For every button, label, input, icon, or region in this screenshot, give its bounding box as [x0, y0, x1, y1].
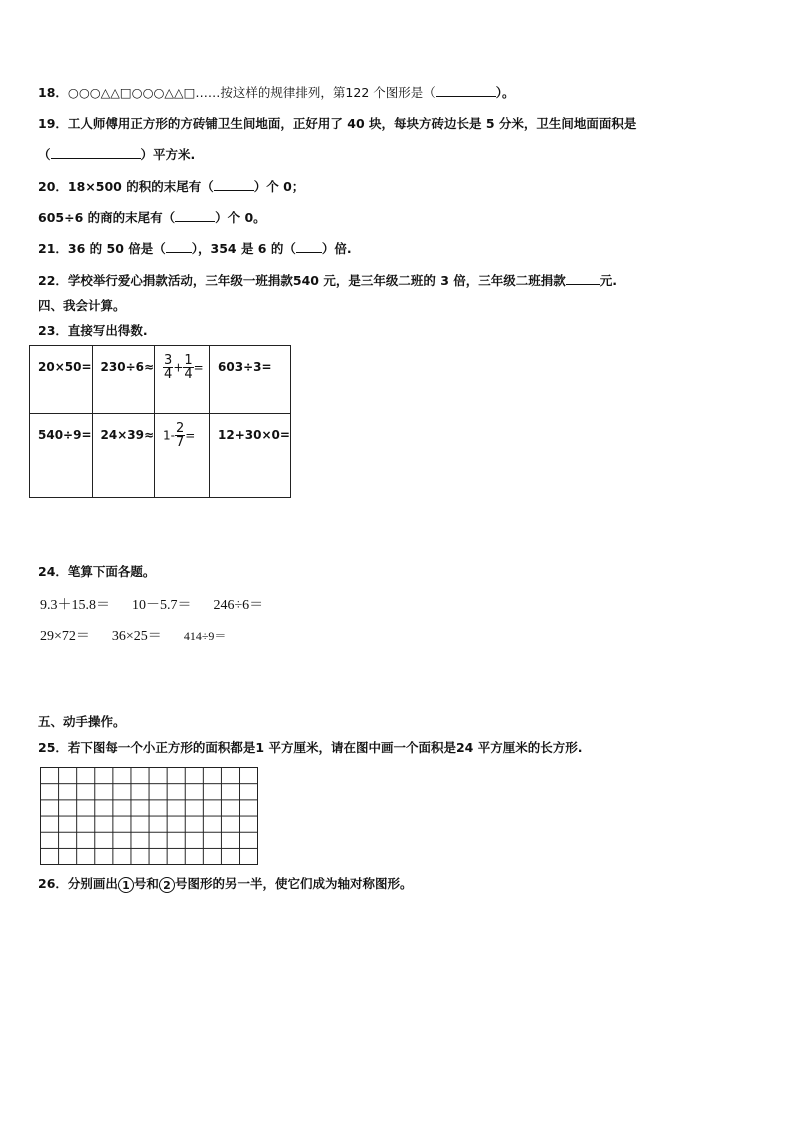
- q24-expr: 10－5.7＝: [132, 598, 192, 613]
- q24-row-1: [40, 594, 285, 614]
- question-20-line2: [38, 209, 266, 226]
- q18-tail: ）。: [495, 85, 515, 100]
- question-24: [38, 564, 155, 580]
- q21-a: 36 的 50 倍是（: [67, 241, 166, 256]
- calc-cell[interactable]: [30, 346, 93, 414]
- q22-blank[interactable]: [566, 272, 600, 285]
- q24-row-2: [40, 625, 248, 645]
- one-minus: 1-: [163, 428, 175, 443]
- q25-text: 若下图每一个小正方形的面积都是1 平方厘米，请在图中画一个面积是24 平方厘米的长方形.: [67, 740, 583, 755]
- plus-sign: +: [173, 360, 184, 375]
- calc-cell[interactable]: [210, 346, 291, 414]
- question-19-line2: [38, 146, 195, 163]
- q21-c: ）倍.: [321, 241, 352, 256]
- q21-blank-1[interactable]: [166, 240, 192, 253]
- q21-number: 21．: [38, 241, 68, 256]
- calc-row: [30, 414, 291, 498]
- q24-expr: 414÷9＝: [183, 629, 227, 643]
- q24-expr: 36×25＝: [111, 629, 162, 644]
- q19-answer-blank[interactable]: [51, 146, 141, 159]
- calc-cell[interactable]: [210, 414, 291, 498]
- section-4-heading: 四、我会计算。: [38, 298, 126, 313]
- q20-line1-b: ）个 0；: [253, 179, 305, 194]
- calc-row: [30, 346, 291, 414]
- q26-b: 号和: [133, 876, 159, 891]
- q19-text: 工人师傅用正方形的方砖铺卫生间地面，正好用了 40 块，每块方砖边长是 5 分米，卫生间地面面积是: [67, 116, 637, 131]
- question-19: [38, 116, 636, 132]
- q26-a: 分别画出: [67, 876, 118, 891]
- q24-expr: 246÷6＝: [213, 598, 264, 613]
- q21-blank-2[interactable]: [296, 240, 322, 253]
- calc-expr: 603÷3=: [218, 360, 272, 374]
- q24-text: 笔算下面各题。: [67, 564, 156, 579]
- question-25: [38, 740, 582, 756]
- q20-blank-2[interactable]: [175, 209, 215, 222]
- q21-b: ），354 是 6 的（: [191, 241, 296, 256]
- q20-number: 20．: [38, 179, 68, 194]
- fraction: $\frac{2}{7}$: [176, 421, 185, 450]
- equals-sign: =: [185, 428, 196, 443]
- q23-number: 23．: [38, 323, 68, 338]
- question-26: [38, 876, 412, 893]
- q18-answer-blank[interactable]: [436, 84, 496, 97]
- calc-cell[interactable]: [155, 346, 210, 414]
- q19-tail: ）平方米.: [140, 147, 196, 162]
- section-5-heading: 五、动手操作。: [38, 714, 126, 729]
- fraction: $\frac{1}{4}$: [184, 353, 193, 382]
- q20-line1-a: 18×500 的积的末尾有（: [67, 179, 214, 194]
- equals-sign: =: [193, 360, 204, 375]
- q23-text: 直接写出得数.: [67, 323, 148, 338]
- q18-number: 18．: [38, 85, 68, 100]
- circled-number-2: 2: [159, 877, 175, 893]
- calc-cell[interactable]: [155, 414, 210, 498]
- calc-expr: 12+30×0=: [218, 428, 290, 442]
- circled-number-1: 1: [118, 877, 134, 893]
- q20-blank-1[interactable]: [214, 178, 254, 191]
- q22-text: 学校举行爱心捐款活动，三年级一班捐款540 元，是三年级二班的 3 倍，三年级二班捐款: [67, 273, 566, 288]
- q22-number: 22．: [38, 273, 68, 288]
- question-18: [38, 84, 515, 101]
- q24-expr: 9.3＋15.8＝: [40, 598, 110, 613]
- calc-table: [29, 345, 291, 498]
- calc-expr: 20×50=: [38, 360, 92, 374]
- calc-expr: 230÷6≈: [100, 360, 155, 374]
- calc-cell[interactable]: [92, 414, 155, 498]
- q22-tail: 元.: [599, 273, 618, 288]
- q24-expr: 29×72＝: [40, 629, 90, 644]
- q20-line2-a: 605÷6 的商的末尾有（: [38, 210, 176, 225]
- calc-cell[interactable]: [92, 346, 155, 414]
- calc-expr: 24×39≈: [100, 428, 155, 442]
- q18-text: ○○○△△□○○○△△□……按这样的规律排列，第122 个图形是（: [67, 85, 436, 100]
- q24-number: 24．: [38, 564, 68, 579]
- question-22: [38, 272, 617, 289]
- question-20: [38, 178, 304, 195]
- q20-line2-b: ）个 0。: [215, 210, 266, 225]
- q19-open: （: [38, 147, 51, 162]
- calc-expr: 540÷9=: [38, 428, 92, 442]
- question-21: [38, 240, 352, 257]
- q25-number: 25．: [38, 740, 68, 755]
- square-grid[interactable]: [40, 767, 258, 865]
- q26-c: 号图形的另一半，使它们成为轴对称图形。: [174, 876, 413, 891]
- fraction: $\frac{3}{4}$: [164, 353, 173, 382]
- question-23: [38, 323, 148, 339]
- q26-number: 26．: [38, 876, 68, 891]
- calc-cell[interactable]: [30, 414, 93, 498]
- q19-number: 19．: [38, 116, 68, 131]
